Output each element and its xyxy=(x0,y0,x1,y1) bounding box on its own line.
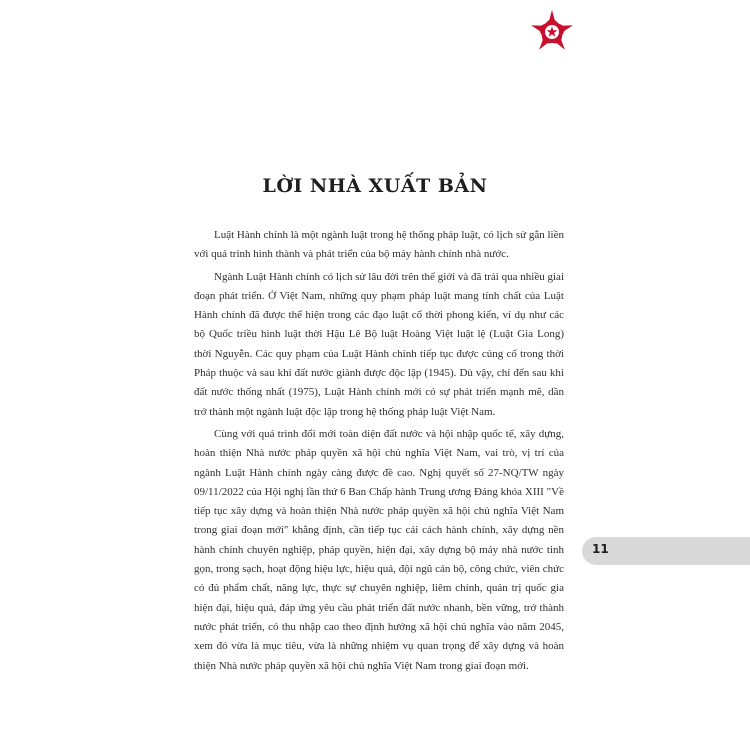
paragraph: Luật Hành chính là một ngành luật trong hệ thống pháp luật, có lịch sử gắn liền với quá trình hình thành và phát triển của bộ máy hành chính nhà nước. xyxy=(194,229,564,261)
paragraph: Cùng với quá trình đổi mới toàn diện đất nước và hội nhập quốc tế, xây dựng, hoàn thiện Nhà nước pháp quyền xã hội chủ nghĩa Việt Nam, vai trò, vị trí của ngành Luật Hành chính ngày càng được đề cao. Nghị quyết số 27-NQ/TW ngày 09/11/2022 của Hội nghị lần thứ 6 Ban Chấp hành Trung ương Đảng khóa XIII "Về tiếp tục xây dựng và hoàn thiện Nhà nước pháp quyền xã hội chủ nghĩa Việt Nam trong giai đoạn mới" khẳng định, cần tiếp tục cải cách hành chính, xây dựng nền hành chính chuyên nghiệp, pháp quyền, hiện đại, xây dựng bộ máy nhà nước tinh gọn, trong sạch, hoạt động hiệu lực, hiệu quả, đội ngũ cán bộ, công chức, viên chức có đủ phẩm chất, năng lực, thực sự chuyên nghiệp, liêm chính, quản trị quốc gia hiện đại, hiệu quả, đáp ứng yêu cầu phát triển đất nước nhanh, bền vững, trở thành nước phát triển, có thu nhập cao theo định hướng xã hội chủ nghĩa vào năm 2045, xem đó vừa là mục tiêu, vừa là những nhiệm vụ quan trọng để xây dựng và hoàn thiện Nhà nước pháp quyền xã hội chủ nghĩa Việt Nam trong giai đoạn mới. xyxy=(194,427,564,672)
page-number: 11 xyxy=(592,542,609,556)
body-text xyxy=(194,226,564,679)
page-title: LỜI NHÀ XUẤT BẢN xyxy=(262,175,488,197)
paragraph: Ngành Luật Hành chính có lịch sử lâu đời trên thế giới và đã trải qua nhiều giai đoạn phát triển. Ở Việt Nam, những quy phạm pháp luật mang tính chất của Luật Hành chính đã được thể hiện trong các đạo luật cổ thời phong kiến, ví dụ như các bộ Quốc triều hình luật thời Hậu Lê Bộ luật Hoàng Việt luật lệ (Luật Gia Long) thời Nguyễn. Các quy phạm của Luật Hành chính tiếp tục được củng cố trong thời Pháp thuộc và sau khi đất nước giành được độc lập (1945). Dù vậy, chỉ đến sau khi đất nước thống nhất (1975), Luật Hành chính mới có sự phát triển mạnh mẽ, dần trở thành một ngành luật độc lập trong hệ thống pháp luật Việt Nam. xyxy=(194,270,564,418)
star-lotus-emblem-icon xyxy=(528,8,576,56)
